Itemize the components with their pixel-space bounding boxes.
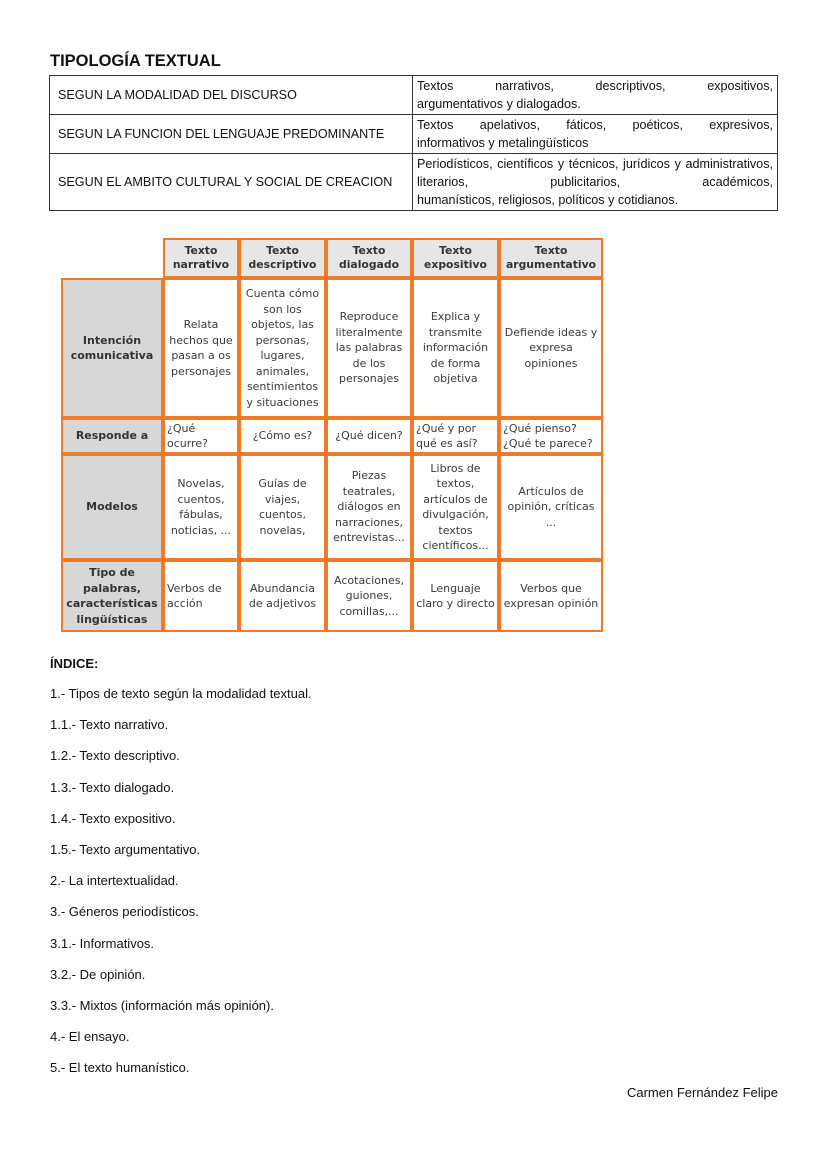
- index-item: 1.- Tipos de texto según la modalidad textual.: [50, 686, 312, 701]
- row-header: Tipo de palabras, características lingüísticas: [61, 560, 163, 632]
- index-item: 1.4.- Texto expositivo.: [50, 810, 176, 826]
- index-item: 3.1.- Informativos.: [50, 935, 155, 951]
- criterion-cell: SEGUN LA MODALIDAD DEL DISCURSO: [50, 76, 413, 115]
- column-header: Texto argumentativo: [499, 238, 603, 278]
- grid-cell: Novelas, cuentos, fábulas, noticias, ...: [163, 454, 239, 560]
- grid-cell: Relata hechos que pasan a os personajes: [163, 278, 239, 418]
- grid-row: [61, 278, 603, 418]
- criterion-cell: SEGUN EL AMBITO CULTURAL Y SOCIAL DE CREACION: [50, 154, 413, 211]
- index-item: 1.5.- Texto argumentativo.: [50, 841, 201, 857]
- index-list: [50, 685, 312, 1090]
- table-row: [50, 76, 778, 115]
- index-title: ÍNDICE:: [50, 656, 99, 671]
- grid-cell: Acotaciones, guiones, comillas,...: [326, 560, 412, 632]
- grid-row: [61, 560, 603, 632]
- grid-cell: Abundancia de adjetivos: [239, 560, 326, 632]
- column-header: Texto narrativo: [163, 238, 239, 278]
- types-cell: [413, 115, 778, 154]
- grid-cell: Reproduce literalmente las palabras de los personajes: [326, 278, 412, 418]
- types-line: humanísticos, religiosos, políticos y cotidianos.: [417, 193, 679, 207]
- page-title: TIPOLOGÍA TEXTUAL: [50, 52, 221, 70]
- column-header: Texto dialogado: [326, 238, 412, 278]
- grid-cell: Artículos de opinión, críticas ...: [499, 454, 603, 560]
- index-item: 2.- La intertextualidad.: [50, 873, 179, 889]
- types-line: administrativos, literarios, publicitarios, académicos,: [417, 157, 773, 189]
- types-line: Textos apelativos, fáticos, poéticos, expresivos,: [417, 118, 773, 132]
- grid-corner: [61, 238, 163, 278]
- index-item: 3.2.- De opinión.: [50, 966, 146, 982]
- types-cell: [413, 76, 778, 115]
- row-header: Modelos: [61, 454, 163, 560]
- grid-header-row: [61, 238, 603, 278]
- types-cell: [413, 154, 778, 211]
- index-item: 3.- Géneros periodísticos.: [50, 904, 199, 920]
- types-line: Periodísticos, científicos y técnicos, jurídicos y: [417, 157, 681, 171]
- column-header: Texto descriptivo: [239, 238, 326, 278]
- typology-table: [49, 75, 778, 211]
- types-line: Textos narrativos, descriptivos, expositivos,: [417, 79, 773, 93]
- grid-row: [61, 454, 603, 560]
- grid-cell: Defiende ideas y expresa opiniones: [499, 278, 603, 418]
- grid-cell: Piezas teatrales, diálogos en narraciones, entrevistas...: [326, 454, 412, 560]
- index-item: 1.2.- Texto descriptivo.: [50, 748, 180, 764]
- grid-row: [61, 418, 603, 454]
- text-types-grid: [61, 238, 603, 632]
- grid-cell: Verbos que expresan opinión: [499, 560, 603, 632]
- grid-cell: Verbos de acción: [163, 560, 239, 632]
- grid-cell: ¿Cómo es?: [239, 418, 326, 454]
- index-item: 1.1.- Texto narrativo.: [50, 717, 169, 733]
- index-item: 5.- El texto humanístico.: [50, 1060, 190, 1076]
- index-item: 3.3.- Mixtos (información más opinión).: [50, 997, 274, 1013]
- grid-cell: Guías de viajes, cuentos, novelas,: [239, 454, 326, 560]
- author-name: Carmen Fernández Felipe: [626, 1085, 778, 1100]
- index-item: 4.- El ensayo.: [50, 1029, 130, 1045]
- grid-cell: Cuenta cómo son los objetos, las personas, lugares, animales, sentimientos y situaciones: [239, 278, 326, 418]
- column-header: Texto expositivo: [412, 238, 499, 278]
- index-item: 1.3.- Texto dialogado.: [50, 779, 175, 795]
- row-header: Intención comunicativa: [61, 278, 163, 418]
- criterion-cell: SEGUN LA FUNCION DEL LENGUAJE PREDOMINANTE: [50, 115, 413, 154]
- grid-cell: Explica y transmite información de forma objetiva: [412, 278, 499, 418]
- grid-cell: ¿Qué y por qué es así?: [412, 418, 499, 454]
- grid-cell: Libros de textos, artículos de divulgación, textos científicos...: [412, 454, 499, 560]
- grid-cell: ¿Qué pienso? ¿Qué te parece?: [499, 418, 603, 454]
- table-row: [50, 154, 778, 211]
- types-line: argumentativos y dialogados.: [417, 97, 581, 111]
- row-header: Responde a: [61, 418, 163, 454]
- grid-cell: Lenguaje claro y directo: [412, 560, 499, 632]
- types-line: informativos y metalingüísticos: [417, 136, 589, 150]
- table-row: [50, 115, 778, 154]
- grid-cell: ¿Qué dicen?: [326, 418, 412, 454]
- grid-cell: ¿Qué ocurre?: [163, 418, 239, 454]
